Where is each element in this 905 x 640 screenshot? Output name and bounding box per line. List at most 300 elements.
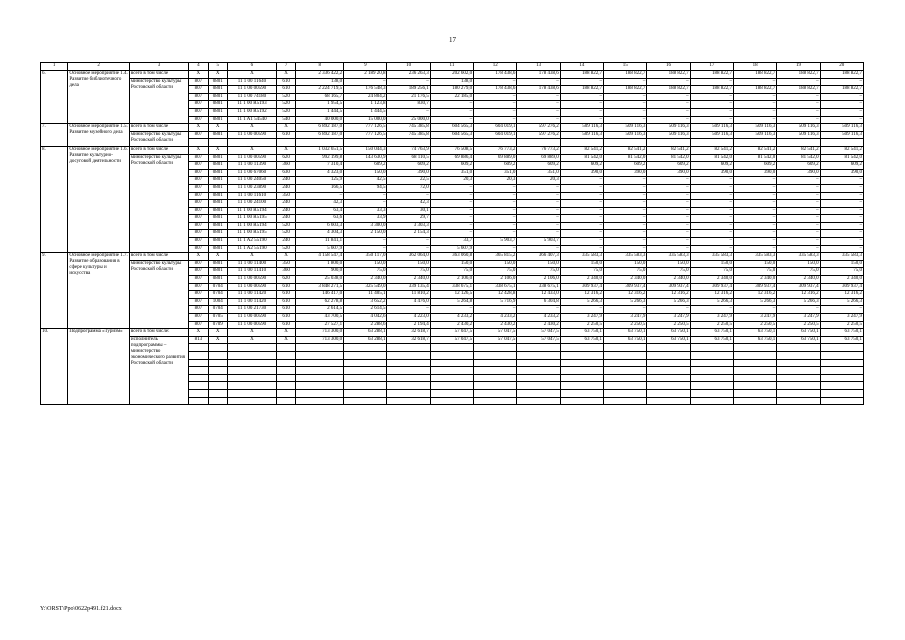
table-cell: 63 750,1: [733, 329, 776, 337]
section-number: 8.: [41, 146, 68, 252]
table-cell: 3 848 271,5: [296, 283, 344, 291]
table-cell: 4 223,0: [387, 314, 430, 322]
table-cell: 21 176,5: [387, 93, 430, 101]
table-cell: [647, 397, 690, 405]
table-cell: 11 1 00 24050: [227, 177, 276, 185]
table-cell: 390,0: [777, 169, 820, 177]
table-cell: 2 250,5: [820, 321, 863, 329]
column-number: 2: [68, 63, 130, 71]
table-cell: X: [208, 329, 227, 337]
table-cell: 509 116,3: [647, 124, 690, 132]
table-cell: 610: [276, 86, 295, 94]
table-cell: 604 565,3: [430, 124, 473, 132]
table-cell: [733, 344, 776, 352]
table-cell: –: [344, 192, 387, 200]
table-cell: 5 266,3: [690, 298, 733, 306]
table-cell: 57 047,5: [517, 336, 560, 344]
table-cell: 75,0: [387, 268, 430, 276]
table-cell: 42,3: [296, 200, 344, 208]
table-cell: 81 542,0: [647, 154, 690, 162]
table-cell: –: [387, 192, 430, 200]
table-cell: 75,0: [517, 268, 560, 276]
table-cell: 189 256,1: [387, 86, 430, 94]
table-cell: 188 822,7: [820, 86, 863, 94]
table-cell: 2 340,0: [690, 276, 733, 284]
section-number: 7.: [41, 124, 68, 147]
table-cell: –: [474, 108, 517, 116]
table-cell: 807: [189, 177, 208, 185]
table-cell: –: [430, 116, 473, 124]
label-executor: министерство культуры Ростовской области: [129, 131, 188, 146]
table-cell: 178 438,6: [517, 86, 560, 94]
table-cell: 609,2: [387, 162, 430, 170]
table-cell: 5 903,7: [517, 238, 560, 246]
table-cell: –: [517, 222, 560, 230]
table-cell: –: [517, 78, 560, 86]
table-cell: –: [560, 238, 603, 246]
table-cell: 390,0: [820, 169, 863, 177]
table-cell: 1 444,5: [344, 108, 387, 116]
table-cell: 900,0: [296, 268, 344, 276]
table-cell: 11 1 A2 55190: [227, 245, 276, 253]
table-cell: 713 300,0: [296, 329, 344, 337]
table-cell: [208, 359, 227, 367]
table-cell: 2 340,0: [733, 276, 776, 284]
table-cell: 12 316,2: [777, 291, 820, 299]
table-cell: 11 1 00 11410: [227, 268, 276, 276]
table-cell: 520: [276, 245, 295, 253]
table-cell: 29,7: [387, 215, 430, 223]
table-cell: [208, 139, 227, 147]
table-cell: 5 903,7: [474, 238, 517, 246]
table-row: [41, 253, 864, 261]
table-cell: 27 527,1: [296, 321, 344, 329]
table-cell: 509 116,3: [733, 131, 776, 139]
table-cell: X: [208, 253, 227, 261]
table-cell: 20,3: [517, 177, 560, 185]
table-cell: 178 438,6: [474, 71, 517, 79]
table-cell: 11 405,1: [344, 291, 387, 299]
table-cell: 520: [276, 222, 295, 230]
table-cell: 609,2: [344, 162, 387, 170]
table-cell: 609,2: [820, 162, 863, 170]
table-cell: 11 810,2: [387, 291, 430, 299]
table-cell: 188 822,7: [690, 86, 733, 94]
table-cell: –: [733, 230, 776, 238]
table-cell: –: [517, 207, 560, 215]
table-cell: –: [820, 184, 863, 192]
table-cell: –: [560, 245, 603, 253]
table-cell: 2 614,5: [296, 306, 344, 314]
table-cell: 5 266,3: [733, 298, 776, 306]
table-cell: [474, 139, 517, 147]
table-cell: 338 675,1: [517, 283, 560, 291]
table-cell: –: [820, 108, 863, 116]
table-cell: [208, 389, 227, 397]
table-cell: 62 278,8: [296, 298, 344, 306]
table-cell: 309 937,4: [690, 283, 733, 291]
table-cell: –: [604, 238, 647, 246]
table-cell: –: [777, 207, 820, 215]
table-cell: 2 340,0: [604, 276, 647, 284]
table-cell: –: [690, 222, 733, 230]
table-cell: 0704: [208, 306, 227, 314]
table-cell: 807: [189, 108, 208, 116]
table-cell: –: [296, 192, 344, 200]
table-cell: 11 1 00 11400: [227, 260, 276, 268]
table-cell: 509 116,3: [820, 131, 863, 139]
table-cell: 11 1 00 24100: [227, 200, 276, 208]
table-cell: 597 276,2: [517, 124, 560, 132]
table-cell: 3 247,9: [777, 314, 820, 322]
table-cell: 745 385,8: [387, 131, 430, 139]
table-cell: X: [189, 124, 208, 132]
table-cell: [733, 139, 776, 147]
table-cell: –: [647, 222, 690, 230]
table-cell: X: [189, 329, 208, 337]
table-cell: 351,0: [474, 169, 517, 177]
table-cell: 63 750,1: [604, 336, 647, 344]
table-cell: [227, 382, 276, 390]
table-cell: [474, 382, 517, 390]
table-cell: 150,0: [474, 260, 517, 268]
table-cell: [430, 397, 473, 405]
table-cell: –: [517, 192, 560, 200]
table-cell: 609,2: [604, 162, 647, 170]
table-cell: [604, 344, 647, 352]
table-cell: 351,0: [430, 169, 473, 177]
table-cell: [604, 397, 647, 405]
table-cell: 0801: [208, 86, 227, 94]
table-cell: 42,5: [344, 177, 387, 185]
column-number: 13: [517, 63, 560, 71]
table-cell: –: [474, 184, 517, 192]
column-number: 9: [344, 63, 387, 71]
table-cell: –: [777, 192, 820, 200]
table-row: [41, 78, 864, 86]
table-cell: –: [474, 207, 517, 215]
table-cell: [387, 374, 430, 382]
table-cell: 807: [189, 276, 208, 284]
table-cell: –: [474, 215, 517, 223]
table-cell: 335 583,3: [733, 253, 776, 261]
table-cell: 63 750,1: [777, 336, 820, 344]
table-cell: 11 1 00 R5192: [227, 108, 276, 116]
table-cell: 63 288,1: [344, 336, 387, 344]
table-cell: –: [647, 93, 690, 101]
table-cell: 807: [189, 260, 208, 268]
table-cell: [820, 382, 863, 390]
table-cell: 63,6: [296, 215, 344, 223]
table-cell: 807: [189, 314, 208, 322]
table-cell: 4 233,2: [474, 314, 517, 322]
table-cell: 11 1 00 R5193: [227, 101, 276, 109]
label-total: всего в том числе:: [129, 329, 188, 337]
table-cell: –: [777, 200, 820, 208]
table-cell: 0709: [208, 321, 227, 329]
table-cell: –: [820, 238, 863, 246]
table-cell: 0801: [208, 200, 227, 208]
table-cell: [276, 359, 295, 367]
table-cell: 0801: [208, 177, 227, 185]
table-cell: 0801: [208, 238, 227, 246]
table-cell: [560, 397, 603, 405]
table-cell: 807: [189, 131, 208, 139]
table-cell: 610: [276, 78, 295, 86]
table-cell: X: [276, 146, 295, 154]
table-cell: –: [647, 230, 690, 238]
table-cell: –: [474, 116, 517, 124]
table-cell: 11 1 00 00590: [227, 276, 276, 284]
table-cell: 2 340,0: [777, 276, 820, 284]
table-cell: 150,0: [647, 260, 690, 268]
table-row: [41, 124, 864, 132]
table-cell: 2 340,0: [344, 276, 387, 284]
table-cell: –: [647, 78, 690, 86]
table-cell: 43 700,5: [296, 314, 344, 322]
table-cell: 11 1 00 00590: [227, 321, 276, 329]
table-cell: 32 618,7: [387, 329, 430, 337]
table-cell: 82 541,2: [820, 146, 863, 154]
table-cell: [517, 344, 560, 352]
table-cell: –: [777, 101, 820, 109]
table-cell: 81 542,0: [820, 154, 863, 162]
table-cell: [189, 359, 208, 367]
table-row: [41, 71, 864, 79]
table-cell: [820, 359, 863, 367]
table-cell: 2 430,2: [474, 321, 517, 329]
table-cell: [227, 374, 276, 382]
table-cell: –: [560, 78, 603, 86]
table-cell: [227, 397, 276, 405]
table-cell: –: [344, 200, 387, 208]
table-cell: [733, 382, 776, 390]
table-cell: –: [647, 177, 690, 185]
table-cell: –: [820, 215, 863, 223]
table-cell: [820, 367, 863, 375]
table-cell: 620: [276, 276, 295, 284]
table-cell: 150,0: [430, 260, 473, 268]
table-cell: 11 1 A2 55190: [227, 238, 276, 246]
table-cell: 75,0: [560, 268, 603, 276]
table-cell: –: [387, 108, 430, 116]
table-cell: 75,0: [647, 268, 690, 276]
table-cell: –: [430, 101, 473, 109]
table-cell: 188 822,7: [604, 71, 647, 79]
table-cell: –: [733, 192, 776, 200]
table-cell: –: [733, 245, 776, 253]
table-cell: 509 116,3: [560, 124, 603, 132]
table-cell: 178 438,6: [517, 71, 560, 79]
table-cell: [208, 374, 227, 382]
table-cell: 604 019,1: [474, 131, 517, 139]
table-cell: –: [690, 306, 733, 314]
table-cell: –: [430, 230, 473, 238]
table-cell: 3 303,3: [387, 222, 430, 230]
table-cell: 7 310,4: [296, 162, 344, 170]
table-cell: –: [517, 101, 560, 109]
table-cell: 76 773,2: [474, 146, 517, 154]
table-cell: –: [560, 215, 603, 223]
table-cell: 69 889,0: [474, 154, 517, 162]
table-cell: –: [690, 108, 733, 116]
table-cell: –: [604, 245, 647, 253]
table-cell: 3 247,9: [820, 314, 863, 322]
table-cell: X: [276, 253, 295, 261]
table-cell: –: [690, 245, 733, 253]
section-title: Подпрограмма «Туризм»: [68, 329, 130, 405]
table-cell: 11 1 00 11610: [227, 192, 276, 200]
table-cell: [647, 367, 690, 375]
table-cell: X: [208, 71, 227, 79]
table-cell: 0801: [208, 215, 227, 223]
table-cell: –: [474, 222, 517, 230]
table-cell: 360: [276, 162, 295, 170]
table-cell: [560, 344, 603, 352]
table-cell: [344, 139, 387, 147]
table-cell: –: [777, 108, 820, 116]
table-cell: [344, 351, 387, 359]
table-cell: –: [820, 192, 863, 200]
table-cell: 1 032 651,5: [296, 146, 344, 154]
table-cell: [690, 397, 733, 405]
table-cell: 2 150,0: [344, 230, 387, 238]
table-cell: 335 583,3: [777, 253, 820, 261]
table-cell: 2 194,4: [387, 321, 430, 329]
table-cell: –: [733, 116, 776, 124]
table-cell: 0801: [208, 207, 227, 215]
table-cell: 150,0: [820, 260, 863, 268]
table-cell: 63 750,1: [560, 329, 603, 337]
table-cell: 1 444,5: [296, 108, 344, 116]
table-cell: 57 047,5: [430, 336, 473, 344]
table-cell: [777, 359, 820, 367]
table-cell: 807: [189, 215, 208, 223]
table-cell: 2 250,5: [647, 321, 690, 329]
table-cell: 166,5: [296, 184, 344, 192]
table-cell: 30,1: [387, 207, 430, 215]
table-cell: 509 116,3: [733, 124, 776, 132]
table-cell: –: [777, 245, 820, 253]
table-cell: 75,0: [777, 268, 820, 276]
table-cell: –: [560, 177, 603, 185]
table-cell: 81 542,0: [560, 154, 603, 162]
table-cell: –: [820, 245, 863, 253]
table-cell: –: [474, 230, 517, 238]
table-cell: [820, 374, 863, 382]
table-cell: 188 822,7: [820, 71, 863, 79]
table-cell: –: [604, 78, 647, 86]
table-cell: X: [208, 146, 227, 154]
table-cell: [227, 139, 276, 147]
table-cell: 609,2: [430, 162, 473, 170]
table-cell: 11 1 00 00590: [227, 86, 276, 94]
table-cell: –: [733, 207, 776, 215]
table-cell: –: [733, 306, 776, 314]
table-cell: 2 288,6: [344, 321, 387, 329]
table-cell: 5 264,8: [430, 298, 473, 306]
table-cell: 807: [189, 169, 208, 177]
table-cell: 620: [276, 154, 295, 162]
table-cell: [474, 397, 517, 405]
table-cell: 143 630,9: [344, 154, 387, 162]
table-cell: 390,0: [647, 169, 690, 177]
label-executor: министерство культуры Ростовской области: [129, 260, 188, 328]
table-cell: –: [387, 306, 430, 314]
table-cell: [189, 344, 208, 352]
table-cell: 180 279,0: [430, 86, 473, 94]
table-cell: 22 185,0: [430, 93, 473, 101]
table-cell: 15 000,0: [344, 116, 387, 124]
table-cell: 2 340,0: [820, 276, 863, 284]
table-cell: [296, 397, 344, 405]
table-cell: –: [690, 101, 733, 109]
table-cell: 335 583,3: [820, 253, 863, 261]
table-cell: –: [560, 306, 603, 314]
table-cell: [430, 359, 473, 367]
table-cell: [344, 397, 387, 405]
table-cell: –: [387, 245, 430, 253]
table-cell: 3 652,2: [344, 298, 387, 306]
table-cell: 188 822,7: [777, 71, 820, 79]
table-cell: [733, 351, 776, 359]
table-cell: 82 541,2: [733, 146, 776, 154]
budget-table: [40, 62, 864, 405]
table-cell: 0801: [208, 154, 227, 162]
table-cell: 807: [189, 306, 208, 314]
table-cell: [208, 351, 227, 359]
table-cell: [474, 344, 517, 352]
table-cell: 4 323,0: [296, 169, 344, 177]
table-cell: [344, 374, 387, 382]
table-cell: 202 602,0: [430, 71, 473, 79]
table-cell: X: [208, 336, 227, 344]
table-cell: X: [189, 71, 208, 79]
table-cell: 24 804,2: [344, 93, 387, 101]
table-cell: 509 116,3: [690, 124, 733, 132]
table-cell: 509 116,3: [604, 124, 647, 132]
table-cell: 150 044,3: [344, 146, 387, 154]
table-cell: [560, 359, 603, 367]
table-cell: 2 336 422,2: [296, 71, 344, 79]
table-cell: [647, 139, 690, 147]
table-cell: 509 116,3: [820, 124, 863, 132]
table-cell: 5 607,9: [430, 245, 473, 253]
table-cell: [647, 389, 690, 397]
table-cell: [560, 374, 603, 382]
table-cell: 360: [276, 268, 295, 276]
column-number: 3: [129, 63, 188, 71]
table-cell: 3 247,9: [560, 314, 603, 322]
table-cell: 40 000,0: [296, 116, 344, 124]
page-number: 17: [449, 36, 456, 44]
table-cell: 807: [189, 86, 208, 94]
table-cell: 33,9: [344, 215, 387, 223]
table-cell: 0801: [208, 276, 227, 284]
table-cell: [777, 374, 820, 382]
table-cell: –: [560, 93, 603, 101]
table-cell: 807: [189, 200, 208, 208]
table-cell: 362 064,0: [387, 253, 430, 261]
table-cell: [777, 389, 820, 397]
table-cell: 2 189 20,8: [344, 71, 387, 79]
table-cell: 609,2: [690, 162, 733, 170]
table-cell: [560, 367, 603, 375]
table-cell: [690, 139, 733, 147]
table-cell: [344, 389, 387, 397]
table-row: [41, 146, 864, 154]
table-cell: –: [820, 93, 863, 101]
